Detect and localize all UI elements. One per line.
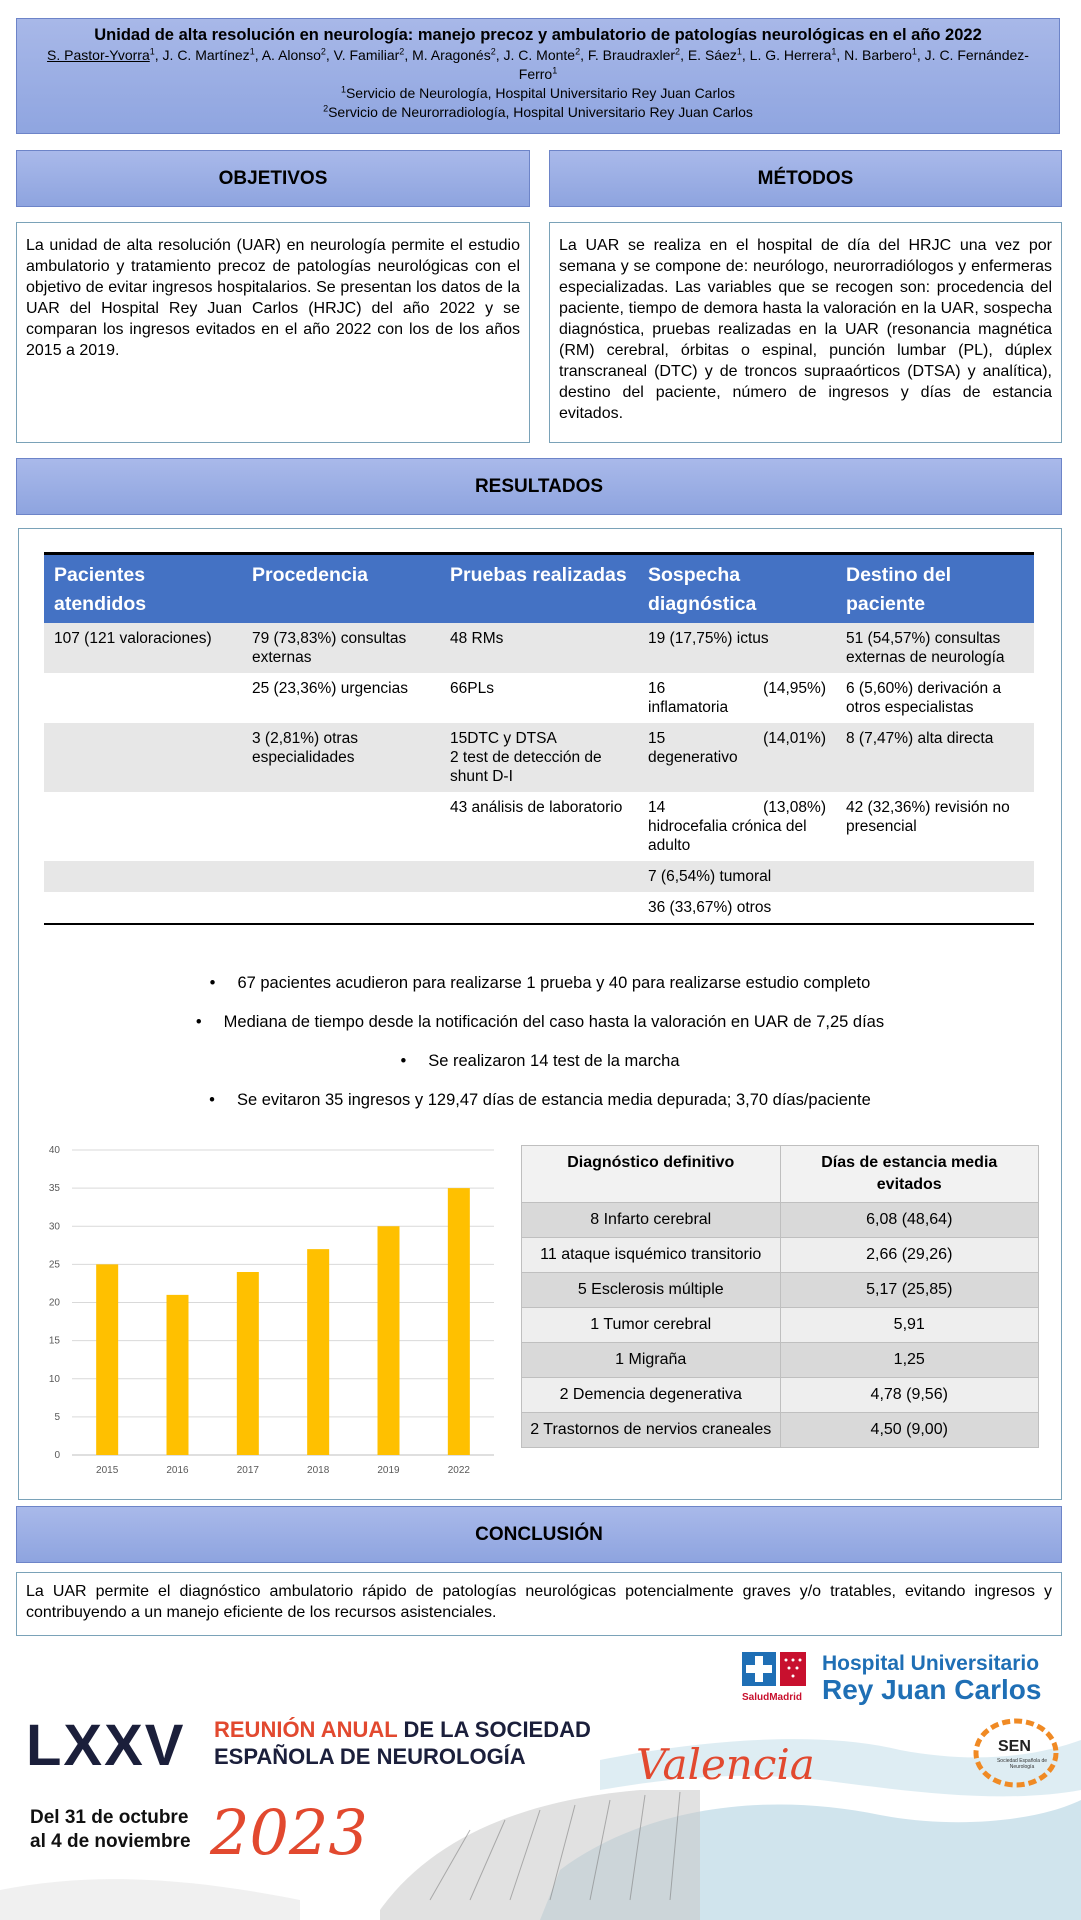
diag-cell: 1,25 (780, 1343, 1039, 1378)
diag-cell: 4,50 (9,00) (780, 1413, 1039, 1448)
bar (167, 1295, 189, 1455)
table-row (44, 861, 1034, 892)
objetivos-heading: OBJETIVOS (16, 150, 530, 207)
objetivos-box (16, 222, 530, 443)
x-tick-label: 2016 (166, 1465, 189, 1476)
diag-cell: 1 Migraña (522, 1343, 781, 1378)
table-cell: 48 RMs (440, 623, 638, 673)
y-tick-label: 15 (48, 1335, 60, 1347)
table-row (44, 792, 1034, 861)
objetivos-text: La unidad de alta resolución (UAR) en neurología permite el estudio ambulatorio y tratamiento precoz de patologías neurológicas con el objetivo de evitar ingresos hospitalarios. Se presentan los datos de la UAR del Hospital Rey Juan Carlos (HRJC) del año 2022 y se comparan los ingresos evitados en el año 2022 con los de los años 2015 a 2019. (26, 237, 520, 359)
affiliation-1: $^1$Servicio de Neurología, Hospital Universitario Rey Juan Carlos (340, 84, 736, 101)
table-cell: 7 (6,54%) tumoral (638, 861, 836, 892)
table-cell (242, 861, 440, 892)
diag-row (522, 1343, 1039, 1378)
author: J. C. Fernández-Ferro$^1$ (518, 47, 1029, 82)
col-header: Pacientes atendidos (44, 554, 242, 624)
table-cell: 66PLs (450, 680, 494, 697)
admissions-bar-chart (36, 1140, 506, 1485)
hospital-name-line2: Rey Juan Carlos (822, 1674, 1042, 1705)
author: V. Familiar$^2$ (333, 46, 405, 63)
diag-cell: 2 Trastornos de nervios craneales (522, 1413, 781, 1448)
poster-header (16, 18, 1060, 134)
table-cell (44, 861, 242, 892)
results-table-header (44, 554, 1034, 624)
diag-cell: 2,66 (29,26) (780, 1238, 1039, 1273)
table-cell (44, 892, 242, 924)
diag-row (522, 1308, 1039, 1343)
author: N. Barbero$^1$ (844, 46, 917, 63)
metodos-box (549, 222, 1062, 443)
x-tick-label: 2015 (96, 1465, 119, 1476)
congress-city: Valencia (636, 1740, 815, 1789)
diag-cell: 5 Esclerosis múltiple (522, 1273, 781, 1308)
table-cell (44, 792, 242, 861)
y-tick-label: 40 (48, 1145, 60, 1156)
table-cell: 79 (73,83%) consultas externas (242, 623, 440, 673)
diag-col-header: Diagnóstico definitivo (522, 1146, 781, 1203)
hospital-name-line1: Hospital Universitario (822, 1652, 1040, 1675)
table-cell (242, 792, 440, 861)
congress-name: REUNIÓN ANUAL DE LA SOCIEDAD ESPAÑOLA DE NEUROLOGÍA (214, 1717, 591, 1769)
table-cell: 8 (7,47%) alta directa (836, 723, 1034, 792)
diag-col-header: Días de estancia media evitados (780, 1146, 1039, 1203)
x-tick-label: 2022 (447, 1465, 470, 1476)
table-cell: 15DTC y DTSA 2 test de detección de shunt D-I (440, 723, 638, 792)
table-cell: 107 (121 valoraciones) (44, 623, 242, 673)
table-row (44, 892, 1034, 924)
hospital-logo (742, 1650, 1060, 1706)
metodos-heading: MÉTODOS (549, 150, 1062, 207)
diag-cell: 5,91 (780, 1308, 1039, 1343)
metodos-text: La UAR se realiza en el hospital de día del HRJC una vez por semana y se compone de: neurólogo, neurorradiólogos y enfermeras especializadas. Las variables que se recogen son: procedencia del paciente, tiempo de demora hasta la valoración en la UAR, sospecha diagnóstica, pruebas realizadas en la UAR (resonancia magnética (RM) cerebral, órbitas o espinal, punción lumbar (PL), dúplex transcraneal (DTC) y de troncos supraaórticos (DTSA) y analítica), destino del paciente, número de ingresos y días de estancia evitados. (559, 237, 1052, 422)
col-header: Pruebas realizadas (440, 554, 638, 624)
col-header: Procedencia (242, 554, 440, 624)
col-header: Sospecha diagnóstica (638, 554, 836, 624)
author: F. Braudraxler$^2$ (587, 46, 681, 63)
table-cell: 6 (5,60%) derivación a otros especialistas (846, 680, 1002, 716)
conclusion-heading: CONCLUSIÓN (16, 1506, 1062, 1563)
bullet-item: • Se evitaron 35 ingresos y 129,47 días de estancia media depurada; 3,70 días/paciente (209, 1091, 871, 1109)
y-tick-label: 35 (48, 1183, 60, 1195)
y-tick-label: 20 (48, 1297, 60, 1309)
table-cell: 3 (2,81%) otras especialidades (242, 723, 440, 792)
table-cell (440, 892, 638, 924)
bullet-item: • Mediana de tiempo desde la notificación del caso hasta la valoración en UAR de 7,25 días (195, 1013, 885, 1031)
table-cell: 36 (33,67%) otros (638, 892, 836, 924)
table-cell (836, 892, 1034, 924)
x-tick-label: 2019 (377, 1465, 400, 1476)
diag-row (522, 1378, 1039, 1413)
diag-cell: 8 Infarto cerebral (522, 1203, 781, 1238)
table-row (44, 623, 1034, 673)
sen-logo: SEN Sociedad Española de Neurología (972, 1716, 1062, 1790)
author: S. Pastor-Yvorra$^1$ (47, 46, 155, 63)
table-cell: 14 (13,08%) hidrocefalia crónica del adulto (648, 799, 826, 854)
bar (307, 1249, 329, 1455)
congress-number: LXXV (26, 1713, 186, 1778)
table-cell (836, 861, 1034, 892)
table-row (44, 723, 1034, 792)
diag-cell: 6,08 (48,64) (780, 1203, 1039, 1238)
author-list: S. Pastor-Yvorra$^1$, J. C. Martínez$^1$, A. Alonso$^2$, V. Familiar$^2$, M. Aragonés$^2$, J. C. Monte$^2$, F. Braudraxler$^2$, E. Sáez$^1$, L. G. Herrera$^1$, N. Barbero$^1$, J. C. Fernández-Ferro$^1$ (47, 46, 1029, 82)
author: M. Aragonés$^2$ (412, 46, 496, 63)
diag-row (522, 1413, 1039, 1448)
diag-cell: 4,78 (9,56) (780, 1378, 1039, 1413)
conclusion-box (16, 1572, 1062, 1636)
table-cell (44, 673, 242, 723)
author: J. C. Monte$^2$ (503, 46, 581, 63)
x-tick-label: 2018 (307, 1465, 330, 1476)
author: L. G. Herrera$^1$ (749, 46, 837, 63)
bar (96, 1264, 118, 1455)
table-cell: 19 (17,75%) ictus (638, 623, 836, 673)
congress-year: 2023 (210, 1796, 368, 1869)
table-cell: 16 (14,95%) inflamatoria (648, 680, 826, 716)
bar (378, 1226, 400, 1455)
table-row (44, 673, 1034, 723)
diag-cell: 11 ataque isquémico transitorio (522, 1238, 781, 1273)
x-tick-label: 2017 (236, 1465, 259, 1476)
bullet-item: • Se realizaron 14 test de la marcha (400, 1052, 680, 1070)
y-tick-label: 30 (48, 1221, 60, 1233)
congress-dates: Del 31 de octubre al 4 de noviembre (30, 1807, 191, 1852)
diagnosis-table (521, 1145, 1039, 1448)
y-tick-label: 25 (48, 1259, 60, 1271)
bar (237, 1272, 259, 1455)
table-cell: 51 (54,57%) consultas externas de neurología (836, 623, 1034, 673)
bullet-item: • 67 pacientes acudieron para realizarse 1 prueba y 40 para realizarse estudio completo (209, 974, 871, 992)
author: A. Alonso$^2$ (261, 46, 326, 63)
table-cell: 25 (23,36%) urgencias (252, 680, 408, 697)
y-tick-label: 10 (48, 1373, 60, 1385)
y-tick-label: 5 (54, 1411, 60, 1423)
diag-row (522, 1273, 1039, 1308)
diag-cell: 5,17 (25,85) (780, 1273, 1039, 1308)
col-header: Destino del paciente (836, 554, 1034, 624)
table-cell (44, 723, 242, 792)
conclusion-text: La UAR permite el diagnóstico ambulatorio rápido de patologías neurológicas potencialmente graves y/o tratables, evitando ingresos y contribuyendo a un manejo eficiente de los recursos asistenciales. (26, 1583, 1052, 1621)
resultados-heading: RESULTADOS (16, 458, 1062, 515)
table-cell: 15 (14,01%) degenerativo (638, 723, 836, 792)
author: J. C. Martínez$^1$ (162, 46, 255, 63)
table-cell: 42 (32,36%) revisión no presencial (846, 799, 1010, 835)
results-bullets (40, 970, 1040, 1126)
affiliation-2: $^2$Servicio de Neurorradiología, Hospital Universitario Rey Juan Carlos (323, 103, 753, 120)
table-cell: 43 análisis de laboratorio (450, 799, 623, 816)
table-cell (242, 892, 440, 924)
table-cell (440, 861, 638, 892)
results-table (44, 552, 1034, 925)
diag-row (522, 1203, 1039, 1238)
y-tick-label: 0 (54, 1450, 60, 1461)
diag-cell: 1 Tumor cerebral (522, 1308, 781, 1343)
diag-cell: 2 Demencia degenerativa (522, 1378, 781, 1413)
bar (448, 1188, 470, 1455)
author: E. Sáez$^1$ (687, 46, 742, 63)
diag-row (522, 1238, 1039, 1273)
salud-madrid-text: SaludMadrid (742, 1692, 803, 1703)
poster-title: Unidad de alta resolución en neurología: manejo precoz y ambulatorio de patologías neurológicas en el año 2022 (94, 26, 982, 44)
